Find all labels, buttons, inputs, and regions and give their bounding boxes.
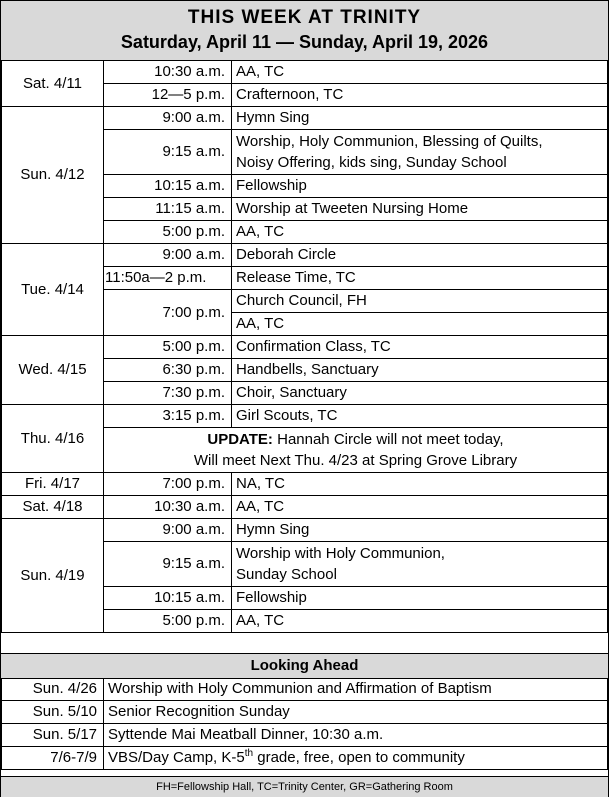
page-title: THIS WEEK AT TRINITY xyxy=(187,7,422,28)
event-cell: Syttende Mai Meatball Dinner, 10:30 a.m. xyxy=(104,724,608,747)
day-cell: Sun. 4/19 xyxy=(2,519,104,633)
event-cell: Choir, Sanctuary xyxy=(232,382,608,405)
event-cell: Handbells, Sanctuary xyxy=(232,359,608,382)
time-cell: 9:00 a.m. xyxy=(104,244,232,267)
update-notice xyxy=(104,428,608,473)
time-cell: 9:00 a.m. xyxy=(104,519,232,542)
table-row xyxy=(2,405,608,428)
event-line: Worship, Holy Communion, Blessing of Quilts, xyxy=(236,133,543,150)
table-row xyxy=(2,678,608,701)
time-cell: 5:00 p.m. xyxy=(104,336,232,359)
event-line: Sunday School xyxy=(236,566,337,583)
day-cell: Sun. 4/12 xyxy=(2,107,104,244)
time-cell: 10:30 a.m. xyxy=(104,61,232,84)
schedule-table xyxy=(1,61,608,633)
event-cell: Release Time, TC xyxy=(232,267,608,290)
event-cell: Worship at Tweeten Nursing Home xyxy=(232,198,608,221)
time-cell: 9:15 a.m. xyxy=(104,130,232,175)
table-row xyxy=(2,496,608,519)
time-cell: 11:50a—2 p.m. xyxy=(104,267,232,290)
time-cell: 5:00 p.m. xyxy=(104,610,232,633)
event-cell: Senior Recognition Sunday xyxy=(104,701,608,724)
event-cell: AA, TC xyxy=(232,313,608,336)
time-cell: 12—5 p.m. xyxy=(104,84,232,107)
day-cell: Sat. 4/11 xyxy=(2,61,104,107)
day-cell: Sat. 4/18 xyxy=(2,496,104,519)
event-cell: Crafternoon, TC xyxy=(232,84,608,107)
table-row xyxy=(2,61,608,84)
event-line: Noisy Offering, kids sing, Sunday School xyxy=(236,154,507,171)
superscript: th xyxy=(244,748,254,759)
date-cell: Sun. 5/17 xyxy=(2,724,104,747)
time-cell: 10:30 a.m. xyxy=(104,496,232,519)
date-cell: 7/6-7/9 xyxy=(2,747,104,770)
time-cell: 7:00 p.m. xyxy=(104,290,232,336)
event-cell xyxy=(104,747,608,770)
event-cell: Girl Scouts, TC xyxy=(232,405,608,428)
time-cell: 9:15 a.m. xyxy=(104,542,232,587)
event-cell: Deborah Circle xyxy=(232,244,608,267)
event-cell: AA, TC xyxy=(232,221,608,244)
time-cell: 10:15 a.m. xyxy=(104,587,232,610)
event-cell xyxy=(232,542,608,587)
event-cell: NA, TC xyxy=(232,473,608,496)
looking-ahead-table xyxy=(1,678,608,770)
time-cell: 5:00 p.m. xyxy=(104,221,232,244)
event-cell: Church Council, FH xyxy=(232,290,608,313)
update-label: UPDATE: xyxy=(207,431,273,448)
event-cell: AA, TC xyxy=(232,496,608,519)
event-cell xyxy=(232,130,608,175)
table-row xyxy=(2,107,608,130)
date-cell: Sun. 4/26 xyxy=(2,678,104,701)
time-cell: 11:15 a.m. xyxy=(104,198,232,221)
day-cell: Fri. 4/17 xyxy=(2,473,104,496)
table-row xyxy=(2,473,608,496)
time-cell: 10:15 a.m. xyxy=(104,175,232,198)
table-row xyxy=(2,244,608,267)
time-cell: 9:00 a.m. xyxy=(104,107,232,130)
event-cell: Fellowship xyxy=(232,175,608,198)
table-row xyxy=(2,724,608,747)
table-row xyxy=(2,747,608,770)
event-cell: Fellowship xyxy=(232,587,608,610)
event-cell: Hymn Sing xyxy=(232,519,608,542)
table-row xyxy=(2,701,608,724)
looking-ahead-heading: Looking Ahead xyxy=(1,653,608,679)
day-cell: Tue. 4/14 xyxy=(2,244,104,336)
event-text: VBS/Day Camp, K-5 xyxy=(108,749,245,766)
event-cell: Confirmation Class, TC xyxy=(232,336,608,359)
date-range: Saturday, April 11 — Sunday, April 19, 2026 xyxy=(120,32,489,52)
time-cell: 7:00 p.m. xyxy=(104,473,232,496)
time-cell: 7:30 p.m. xyxy=(104,382,232,405)
time-cell: 3:15 p.m. xyxy=(104,405,232,428)
day-cell: Thu. 4/16 xyxy=(2,405,104,473)
legend-footer: FH=Fellowship Hall, TC=Trinity Center, GR=Gathering Room xyxy=(1,776,608,797)
event-text: grade, free, open to community xyxy=(253,749,465,766)
date-cell: Sun. 5/10 xyxy=(2,701,104,724)
table-row xyxy=(2,519,608,542)
update-line: Will meet Next Thu. 4/23 at Spring Grove Library xyxy=(193,452,518,469)
event-cell: Worship with Holy Communion and Affirmation of Baptism xyxy=(104,678,608,701)
time-cell: 6:30 p.m. xyxy=(104,359,232,382)
event-line: Worship with Holy Communion, xyxy=(236,545,445,562)
event-cell: AA, TC xyxy=(232,610,608,633)
update-line: Hannah Circle will not meet today, xyxy=(272,431,504,448)
event-cell: Hymn Sing xyxy=(232,107,608,130)
event-cell: AA, TC xyxy=(232,61,608,84)
day-cell: Wed. 4/15 xyxy=(2,336,104,405)
header xyxy=(1,1,608,61)
table-row xyxy=(2,336,608,359)
